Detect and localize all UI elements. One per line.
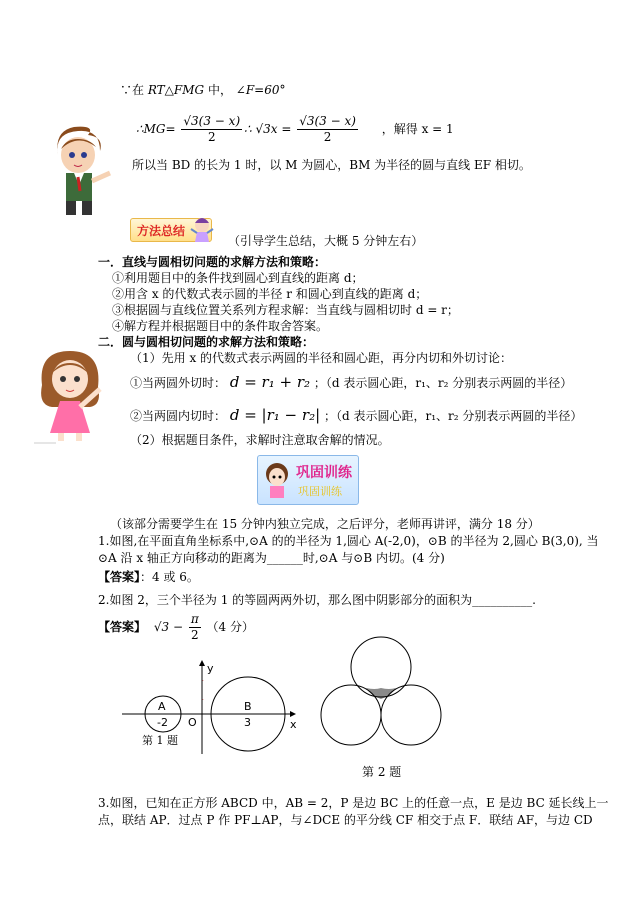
- fraction-denominator: 2: [207, 130, 216, 144]
- mark-dot: ·: [202, 697, 204, 704]
- answer-score: （4 分）: [206, 620, 254, 634]
- practice-note: （该部分需要学生在 15 分钟内独立完成，之后评分，老师再讲评，满分 18 分）: [110, 517, 540, 531]
- fig1-label-y: y: [207, 662, 214, 675]
- section1-item: ③根据圆与直线位置关系列方程求解：当直线与圆相切时 d = r；: [112, 303, 459, 317]
- fraction-numerator: √3(3 − x): [299, 114, 356, 128]
- outer-tangent-line: [130, 373, 572, 391]
- section2-intro: （1）先用 x 的代数式表示两圆的半径和圆心距，再分内切和外切讨论：: [130, 351, 513, 365]
- answer-text: ：4 或 6。: [140, 570, 199, 584]
- answer-label: 【答案】: [98, 570, 141, 584]
- fig1-label-o: O: [188, 716, 197, 729]
- fig1-label-b: B: [244, 700, 252, 713]
- fraction-denominator: 2: [190, 628, 199, 642]
- angle-value: ∠F=60°: [235, 83, 286, 97]
- section1-item: ④解方程并根据题目中的条件取舍答案。: [112, 319, 329, 333]
- fig1-caption: 第 1 题: [142, 734, 178, 747]
- text: ∵在: [120, 83, 145, 97]
- text: 中，: [207, 83, 232, 97]
- mark-dot: ·: [202, 678, 204, 685]
- fig1-label-neg2: -2: [157, 716, 168, 729]
- girl-face-icon: [262, 460, 292, 500]
- step1-line: [120, 82, 286, 99]
- fig1-label-3: 3: [244, 716, 251, 729]
- fairy-icon: [189, 215, 215, 243]
- q1-line: ⊙A 沿 x 轴正方向移动的距离为______时,⊙A 与⊙B 内切。(4 分): [98, 551, 445, 565]
- inner-tangent-line: [130, 406, 582, 424]
- figure-2: [318, 636, 448, 746]
- q3-line: 点，联结 AP．过点 P 作 PF⊥AP，与∠DCE 的平分线 CF 相交于点 F．联结 AF，与边 CD: [98, 813, 593, 827]
- practice-subtitle: 巩固训练: [298, 485, 342, 498]
- fraction: [297, 114, 358, 145]
- sqrt-equation: [244, 114, 454, 145]
- text: ①当两圆外切时：: [130, 376, 227, 390]
- fraction: [189, 612, 201, 643]
- fraction-numerator: √3(3 − x): [183, 114, 241, 128]
- outer-tangent-formula: d = r₁ + r₂: [229, 373, 311, 391]
- figure-1: [118, 658, 308, 758]
- method-summary-badge: [130, 218, 212, 242]
- text: ②当两圆内切时：: [130, 409, 227, 423]
- section1-title: 一．直线与圆相切问题的求解方法和策略：: [98, 255, 327, 269]
- section2-title: 二．圆与圆相切问题的求解方法和策略：: [98, 335, 315, 349]
- practice-title: 巩固训练: [296, 465, 352, 481]
- section1-item: ②用含 x 的代数式表示圆的半径 r 和圆心到直线的距离 d；: [112, 287, 428, 301]
- fig1-label-x: x: [290, 718, 297, 731]
- text: ；（d 表示圆心距，r₁、r₂ 分别表示两圆的半径）: [313, 376, 573, 390]
- q1-answer: [98, 569, 199, 586]
- fraction: [181, 114, 242, 145]
- inner-tangent-formula: d = |r₁ − r₂|: [229, 406, 321, 424]
- triangle-name: RT△FMG: [147, 83, 205, 97]
- girl-cartoon-icon: [32, 345, 110, 445]
- q3-line: 3.如图，已知在正方形 ABCD 中，AB = 2，P 是边 BC 上的任意一点，E 是边 BC 延长线上一: [98, 796, 609, 810]
- fraction-numerator: π: [190, 612, 199, 626]
- q1-line: 1.如图,在平面直角坐标系中,⊙A 的的半径为 1,圆心 A(-2,0)，⊙B 的半径为 2,圆心 B(3,0), 当: [98, 534, 599, 548]
- answer-expression: √3 −: [153, 620, 183, 634]
- mg-equation: [136, 114, 244, 145]
- practice-badge: [257, 455, 359, 505]
- solution: ，解得 x = 1: [381, 122, 454, 136]
- x-axis-arrow-icon: [290, 711, 296, 717]
- q2-line: 2.如图 2，三个半径为 1 的等圆两两外切，那么图中阴影部分的面积为__________.: [98, 593, 536, 607]
- fig2-caption: 第 2 题: [362, 765, 402, 779]
- circle-right: [381, 685, 441, 745]
- mg-lhs: ∴MG=: [136, 122, 176, 136]
- sqrt-lhs: ∴ √3x =: [244, 122, 292, 136]
- answer-label: 【答案】: [98, 620, 147, 634]
- badge-label: 方法总结: [137, 224, 186, 238]
- boy-cartoon-icon: [44, 125, 122, 220]
- fraction-denominator: 2: [323, 130, 332, 144]
- text: ；（d 表示圆心距，r₁、r₂ 分别表示两圆的半径）: [323, 409, 583, 423]
- q2-answer: [98, 612, 254, 643]
- method-note: （引导学生总结，大概 5 分钟左右）: [228, 234, 424, 248]
- y-axis-arrow-icon: [199, 660, 205, 666]
- section2-outro: （2）根据题目条件，求解时注意取舍解的情况。: [130, 433, 390, 447]
- section1-item: ①利用题目中的条件找到圆心到直线的距离 d；: [112, 271, 364, 285]
- circle-left: [321, 685, 381, 745]
- fig1-label-a: A: [158, 700, 166, 713]
- step1-conclusion: 所以当 BD 的长为 1 时，以 M 为圆心，BM 为半径的圆与直线 EF 相切。: [132, 158, 531, 172]
